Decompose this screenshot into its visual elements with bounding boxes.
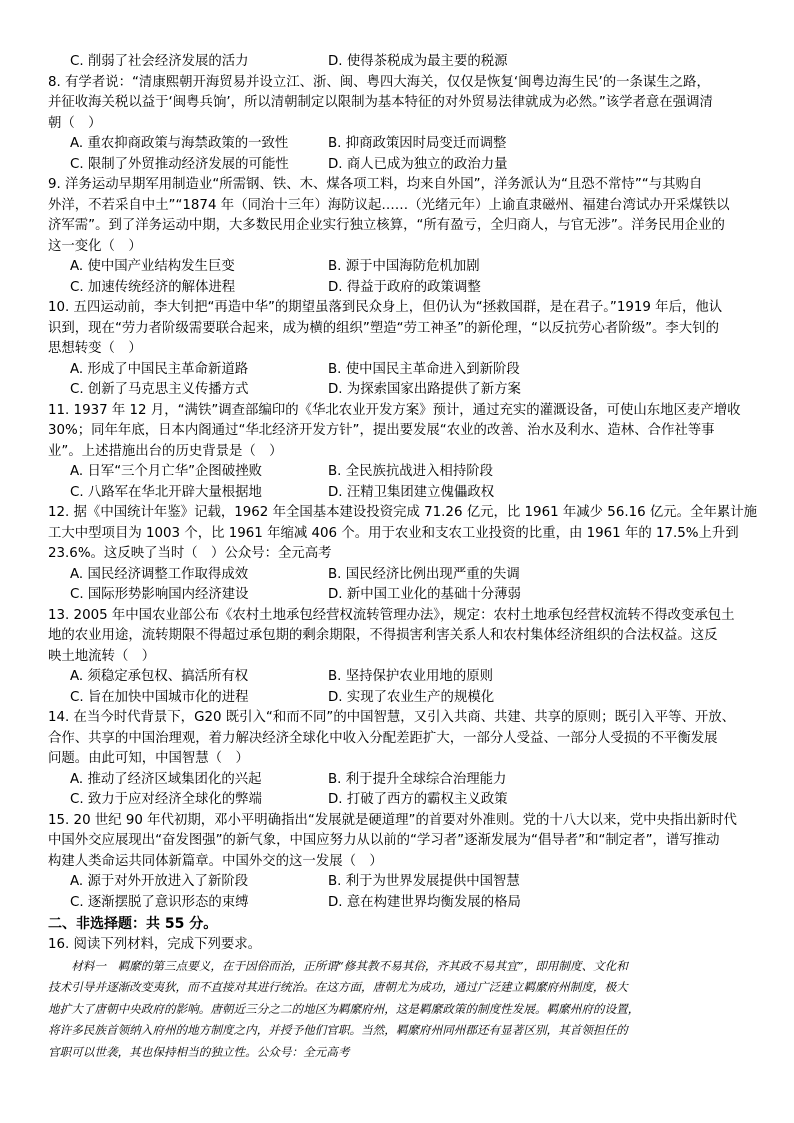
question-text-line: 这一变化（ ） <box>48 238 142 254</box>
option-b[interactable]: B. 源于中国海防危机加剧 <box>328 259 480 274</box>
question-16-intro: 16. 阅读下列材料，完成下列要求。 <box>48 937 262 952</box>
option-b[interactable]: B. 全民族抗战进入相持阶段 <box>328 464 493 479</box>
question-text-line: 30%；同年年底，日本内阁通过“华北经济开发方针”，提出要发展“农业的改善、治水及利水、造林、合作社等事 <box>48 423 715 438</box>
question-text-line: 11. 1937 年 12 月，“满铁”调查部编印的《华北农业开发方案》预计，通过充实的灌溉设备，可使山东地区麦产增收 <box>48 402 741 418</box>
question-text-line: 工大中型项目为 1003 个，比 1961 年缩减 406 个。用于农业和支农工业投资的比重，由 1961 年的 17.5%上升到 <box>48 525 739 541</box>
question-text-line: 朝（ ） <box>48 115 102 131</box>
material-block <box>48 956 753 1064</box>
options-row-ab <box>48 360 753 381</box>
material-line: 将许多民族首领纳入府州的地方制度之内，并授予他们官职。当然，羁縻府州同州郡还有显著区别，其首领担任的 <box>48 1023 628 1037</box>
question-12 <box>48 503 758 606</box>
options-row-ab <box>48 667 753 688</box>
option-b[interactable]: B. 坚持保护农业用地的原则 <box>328 669 493 684</box>
question-text-line: 15. 20 世纪 90 年代初期，邓小平明确指出“发展就是硬道理”的首要对外准则。党的十八大以来，党中央指出新时代 <box>48 812 737 828</box>
option-d[interactable]: D. 使得茶税成为最主要的税源 <box>328 54 508 69</box>
option-d[interactable]: D. 商人已成为独立的政治力量 <box>328 156 508 172</box>
question-13 <box>48 606 753 709</box>
question-text-line: 9. 洋务运动早期军用制造业“所需钢、铁、木、煤各项工料，均来自外国”，洋务派认为“且恐不常恃”“与其购自 <box>48 177 703 192</box>
option-b[interactable]: B. 抑商政策因时局变迁而调整 <box>328 136 507 151</box>
option-c[interactable]: C. 致力于应对经济全球化的弊端 <box>70 792 262 807</box>
section-heading: 二、非选择题：共 55 分。 <box>48 916 218 932</box>
question-text-line: 13. 2005 年中国农业部公布《农村土地承包经营权流转管理办法》，规定：农村土地承包经营权流转不得改变承包土 <box>48 607 735 623</box>
question-text-line: 思想转变（ ） <box>48 341 142 356</box>
options-row-cd <box>48 52 753 73</box>
option-c[interactable]: C. 创新了马克思主义传播方式 <box>70 382 249 397</box>
option-b[interactable]: B. 利于为世界发展提供中国智慧 <box>328 874 520 889</box>
options-row-cd <box>48 380 753 401</box>
options-row-ab <box>48 565 753 586</box>
options-row-cd <box>48 893 753 914</box>
question-14 <box>48 708 753 811</box>
option-b[interactable]: B. 使中国民主革命进入到新阶段 <box>328 361 520 377</box>
option-c[interactable]: C. 限制了外贸推动经济发展的可能性 <box>70 156 289 172</box>
option-d[interactable]: D. 新中国工业化的基础十分薄弱 <box>328 587 521 602</box>
option-d[interactable]: D. 打破了西方的霸权主义政策 <box>328 792 508 807</box>
option-d[interactable]: D. 得益于政府的政策调整 <box>328 279 481 295</box>
option-c[interactable]: C. 逐渐摆脱了意识形态的束缚 <box>70 894 249 910</box>
question-text-line: 中国外交应展现出“奋发图强”的新气象，中国应努力从以前的“学习者”逐渐发展为“倡导者”和“制定者”，谱写推动 <box>48 833 720 848</box>
question-text-line: 济军需”。到了洋务运动中期，大多数民用企业实行独立核算，“所有盈亏，全归商人，与官无涉”。洋务民用企业的 <box>48 218 725 233</box>
question-text-line: 识到，现在“劳力者阶级需要联合起来，成为横的组织”塑造“劳工神圣”的新伦理，“以反抗劳心者阶级”。李大钊的 <box>48 320 719 336</box>
material-line: 技术引导并逐渐改变夷狄，而不直接对其进行统治。在这方面，唐朝尤为成功，通过广泛建立羁縻府州制度，极大 <box>48 980 628 994</box>
options-row-ab <box>48 770 753 791</box>
option-a[interactable]: A. 国民经济调整工作取得成效 <box>70 566 249 582</box>
options-row-ab <box>48 134 753 155</box>
options-row-cd <box>48 483 753 504</box>
options-row-cd <box>48 688 753 709</box>
option-a[interactable]: A. 须稳定承包权、搞活所有权 <box>70 669 249 684</box>
question-text-line: 映土地流转（ ） <box>48 648 156 664</box>
question-text-line: 外洋，不若采自中土”“1874 年（同治十三年）海防议起……（光绪元年）上谕直隶磁州、福建台湾试办开采煤铁以 <box>48 197 730 213</box>
question-text-line: 23.6%。这反映了当时（ ）公众号：全元高考 <box>48 546 332 561</box>
option-a[interactable]: A. 形成了中国民主革命新道路 <box>70 361 249 377</box>
question-9 <box>48 175 753 298</box>
option-d[interactable]: D. 汪精卫集团建立傀儡政权 <box>328 484 495 500</box>
exam-page <box>48 52 758 1063</box>
option-c[interactable]: C. 加速传统经济的解体进程 <box>70 279 236 295</box>
question-text-line: 地的农业用途，流转期限不得超过承包期的剩余期限，不得损害利害关系人和农村集体经济组织的合法权益。这反 <box>48 628 718 643</box>
options-row-cd <box>48 278 753 299</box>
options-row-cd <box>48 790 753 811</box>
question-text-line: 合作、共享的中国治理观，着力解决经济全球化中收入分配差距扩大，一部分人受益、一部分人受损的不平衡发展 <box>48 730 718 746</box>
options-row-ab <box>48 462 753 483</box>
option-d[interactable]: D. 意在构建世界均衡发展的格局 <box>328 894 521 910</box>
option-c[interactable]: C. 八路军在华北开辟大量根据地 <box>70 484 262 500</box>
question-text-line: 10. 五四运动前，李大钊把“再造中华”的期望虽落到民众身上，但仍认为“拯救国群，是在君子。”1919 年后，他认 <box>48 300 723 315</box>
option-d[interactable]: D. 为探索国家出路提供了新方案 <box>328 382 521 397</box>
question-text-line: 14. 在当今时代背景下，G20 既引入“和而不同”的中国智慧，又引入共商、共建、共享的原则；既引入平等、开放、 <box>48 710 736 725</box>
options-row-ab <box>48 257 753 278</box>
options-row-cd <box>48 585 753 606</box>
material-line: 官职可以世袭，其也保持相当的独立性。公众号：全元高考 <box>48 1044 350 1059</box>
question-15 <box>48 811 753 914</box>
option-a[interactable]: A. 重农抑商政策与海禁政策的一致性 <box>70 136 289 151</box>
question-text-line: 业”。上述措施出台的历史背景是（ ） <box>48 443 283 459</box>
option-a[interactable]: A. 推动了经济区域集团化的兴起 <box>70 771 262 787</box>
option-a[interactable]: A. 源于对外开放进入了新阶段 <box>70 874 249 889</box>
question-7-tail <box>48 52 753 73</box>
question-text-line: 12. 据《中国统计年鉴》记载，1962 年全国基本建设投资完成 71.26 亿元，比 1961 年减少 56.16 亿元。全年累计施 <box>48 505 758 520</box>
options-row-ab <box>48 872 753 893</box>
option-b[interactable]: B. 利于提升全球综合治理能力 <box>328 771 507 787</box>
question-text-line: 构建人类命运共同体新篇章。中国外交的这一发展（ ） <box>48 853 383 869</box>
question-10 <box>48 298 753 401</box>
question-text-line: 8. 有学者说：“清康熙朝开海贸易并设立江、浙、闽、粤四大海关，仅仅是恢复‘闽粤边海生民’的一条谋生之路， <box>48 74 710 90</box>
option-c[interactable]: C. 旨在加快中国城市化的进程 <box>70 689 249 705</box>
option-c[interactable]: C. 国际形势影响国内经济建设 <box>70 587 249 602</box>
options-row-cd <box>48 155 753 176</box>
material-line: 地扩大了唐朝中央政府的影响。唐朝近三分之二的地区为羁縻府州，这是羁縻政策的制度性发展。羁縻州府的设置， <box>48 1001 640 1016</box>
question-text-line: 并征收海关税以益于‘闽粤兵饷’，所以清朝制定以限制为基本特征的对外贸易法律就成为必然。”该学者意在强调清 <box>48 95 713 110</box>
question-8 <box>48 73 753 176</box>
material-line: 材料一 羁縻的第三点要义，在于因俗而治，正所谓“修其教不易其俗，齐其政不易其宜”，即用制度、文化和 <box>48 958 628 973</box>
option-a[interactable]: A. 日军“三个月亡华”企图破挫败 <box>70 464 262 479</box>
option-a[interactable]: A. 使中国产业结构发生巨变 <box>70 259 235 274</box>
option-c[interactable]: C. 削弱了社会经济发展的活力 <box>70 54 249 69</box>
option-d[interactable]: D. 实现了农业生产的规模化 <box>328 689 495 705</box>
question-11 <box>48 401 753 504</box>
question-text-line: 问题。由此可知，中国智慧（ ） <box>48 751 249 766</box>
option-b[interactable]: B. 国民经济比例出现严重的失调 <box>328 566 520 582</box>
